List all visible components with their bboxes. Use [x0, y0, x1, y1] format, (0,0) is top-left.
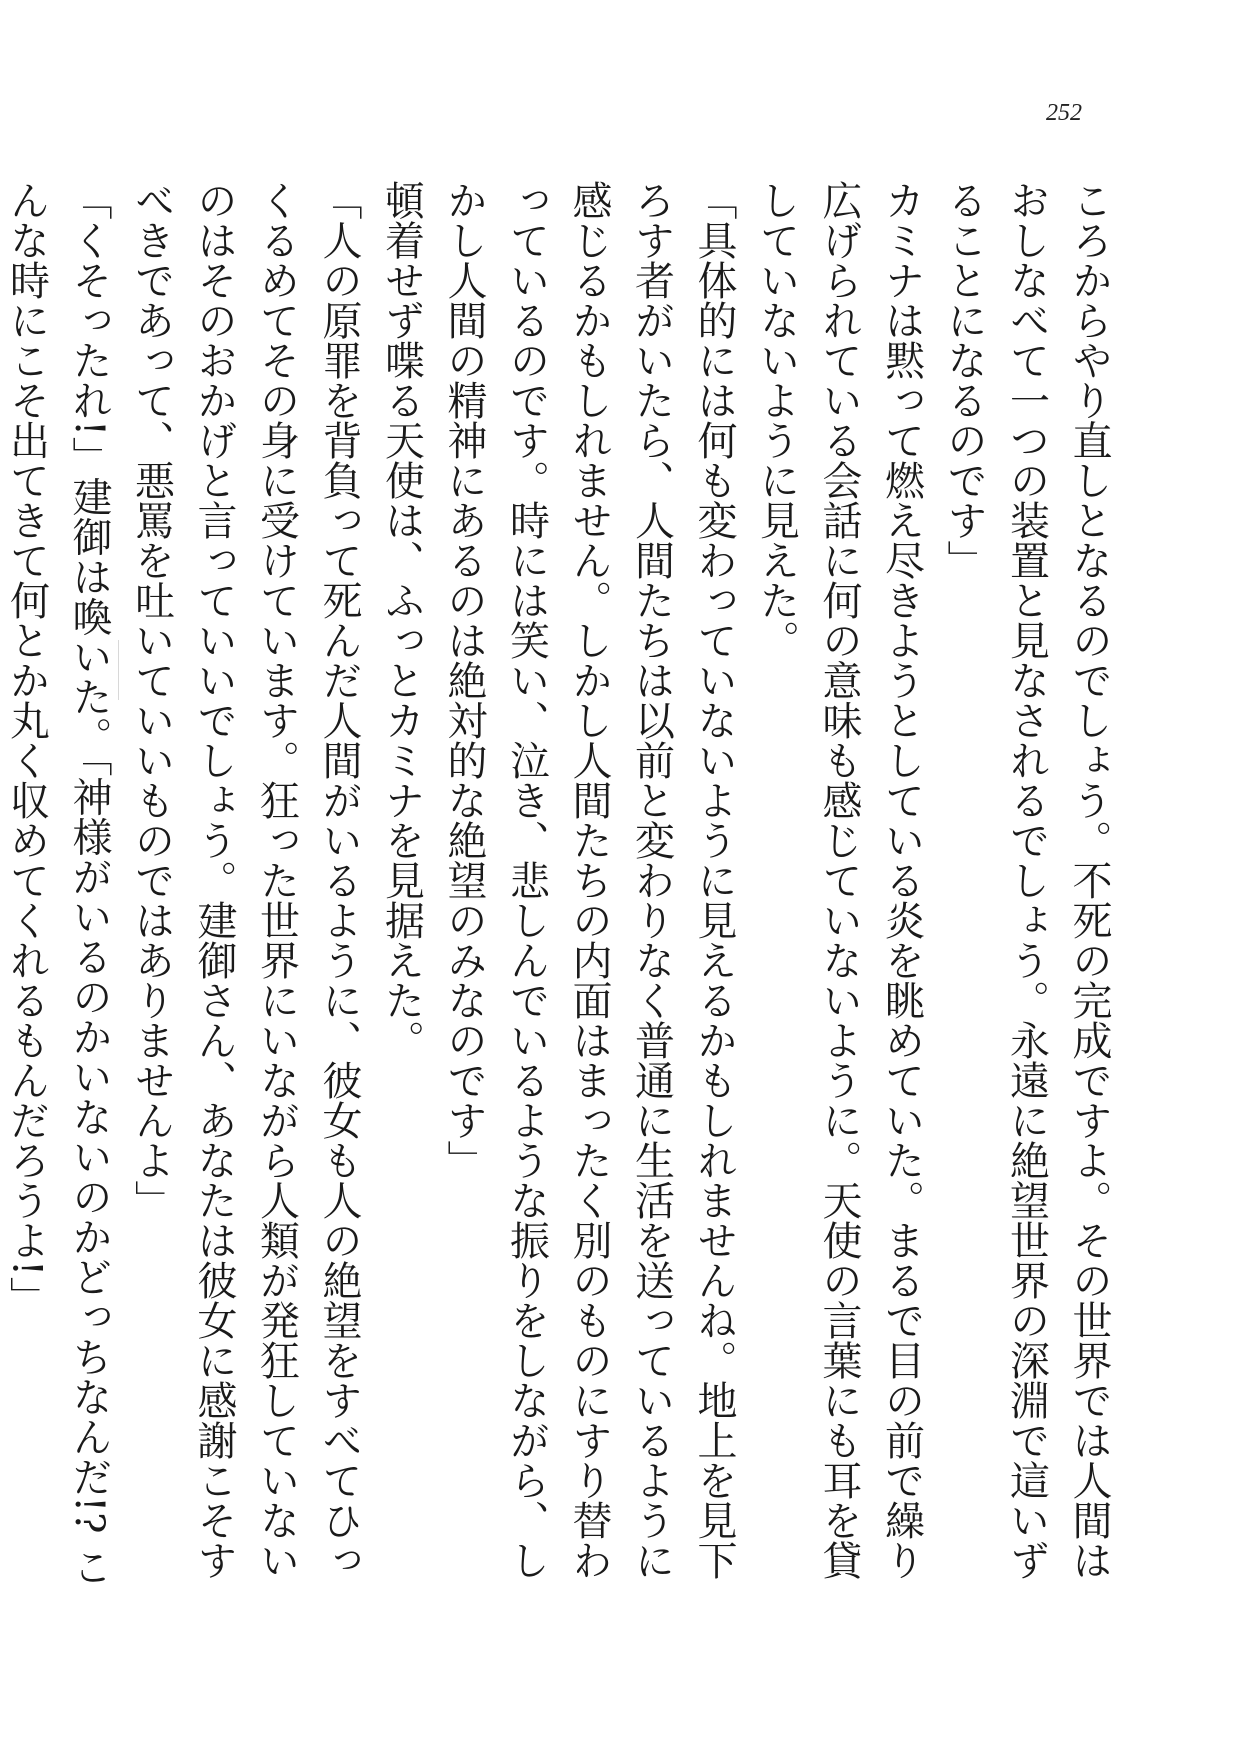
paragraph-1: ころからやり直しとなるのでしょう。不死の完成ですよ。その世界では人間はおしなべて一つの装置と見なされるでしょう。永遠に絶望世界の深淵で這いずることになるのです」 [941, 180, 1112, 1580]
paragraph-5: 「人の原罪を背負って死んだ人間がいるように、彼女も人の絶望をすべてひっくるめてその身に受けています。狂った世界にいながら人類が発狂していないのはそのおかげと言っていいでしょう。建御さん、あなたは彼女に感謝こそすべきであって、悪罵を吐いていいものではありませんよ」 [128, 180, 362, 1580]
page-number: 252 [1046, 100, 1082, 126]
body-text [3, 180, 1120, 1610]
paragraph-3: 「具体的には何も変わっていないように見えるかもしれませんね。地上を見下ろす者がいたら、人間たちは以前と変わりなく普通に生活を送っているように感じるかもしれません。しかし人間たちの内面はまったく別のものにすり替わっているのです。時には笑い、泣き、悲しんでいるような振りをしながら、しかし人間の精神にあるのは絶対的な絶望のみなのです」 [441, 180, 737, 1580]
paragraph-2: カミナは黙って燃え尽きようとしている炎を眺めていた。まるで目の前で繰り広げられている会話に何の意味も感じていないように。天使の言葉にも耳を貸していないように見えた。 [753, 180, 925, 1580]
paragraph-6: 「くそったれ!」建御は喚いた。「神様がいるのかいないのかどっちなんだ!? こんな時にこそ出てきて何とか丸く収めてくれるもんだろうよ!」 [3, 180, 112, 1587]
scan-gutter-line [118, 640, 119, 700]
paragraph-4: 頓着せず喋る天使は、ふっとカミナを見据えた。 [378, 180, 425, 1060]
